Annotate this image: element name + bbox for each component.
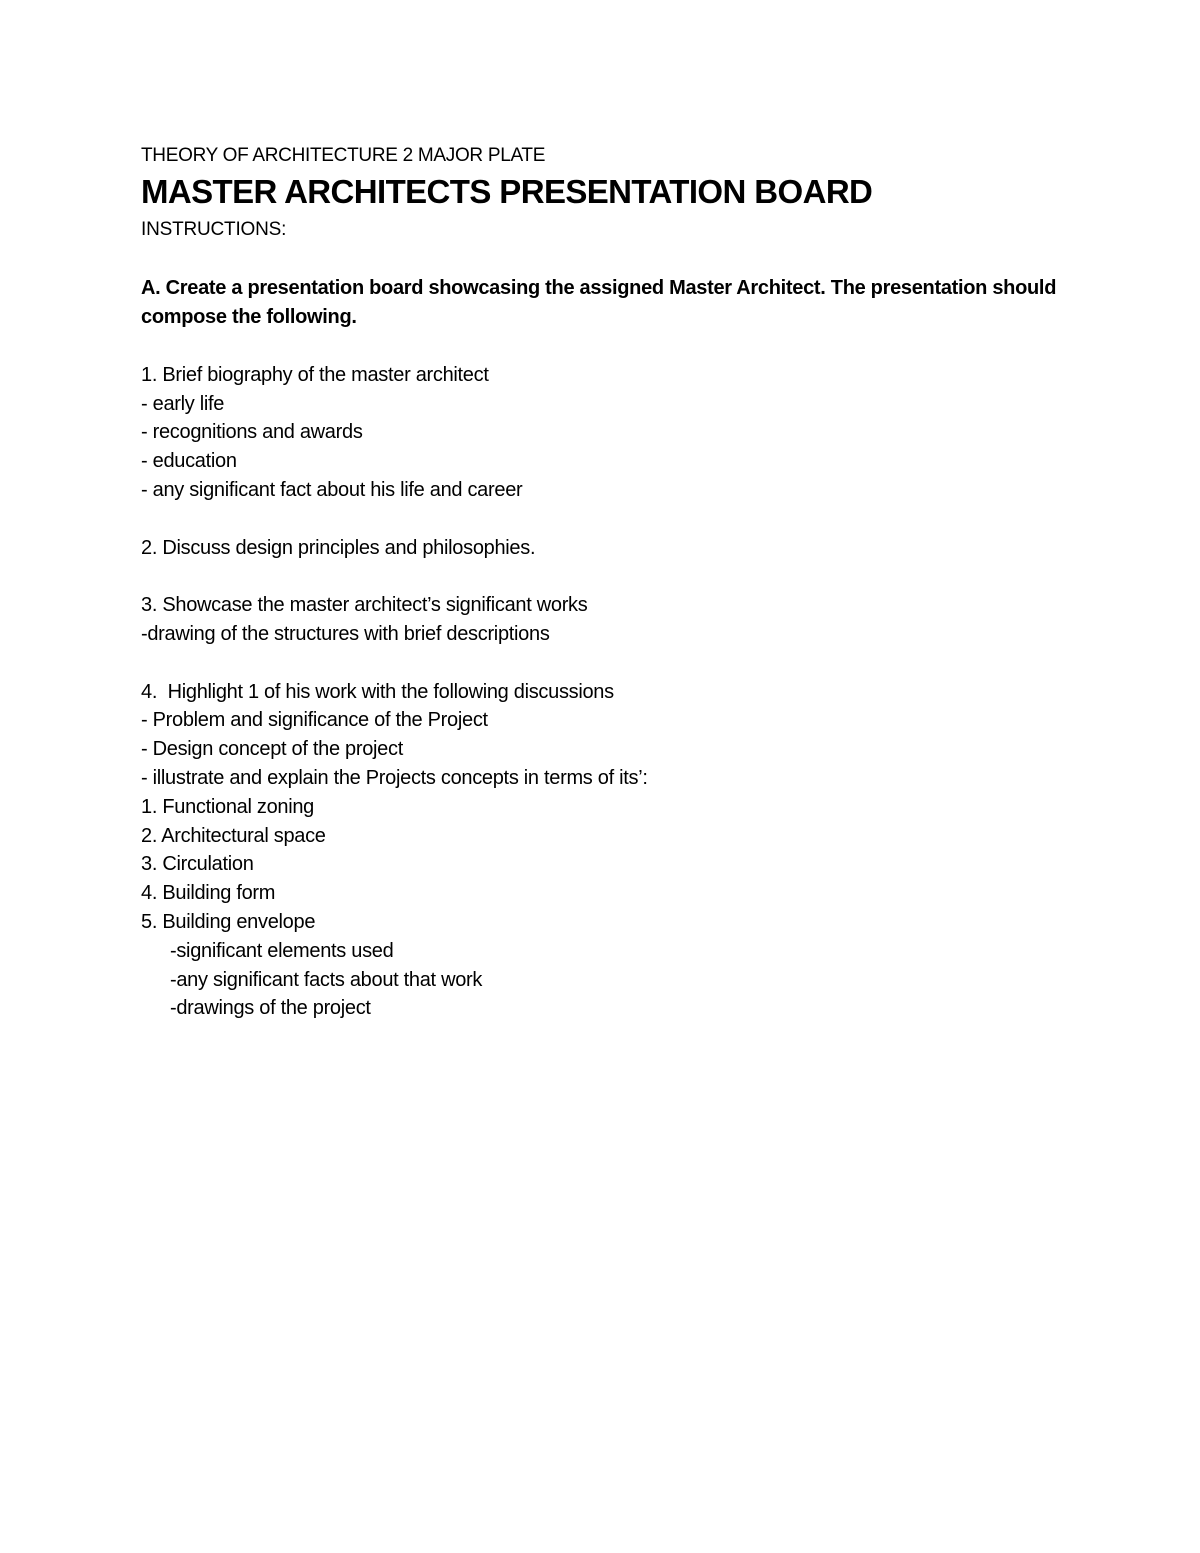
list-item: 3. Circulation — [141, 853, 254, 876]
list-item: - Problem and significance of the Project — [141, 709, 488, 732]
section-principles — [141, 534, 1081, 563]
list-item: 2. Architectural space — [141, 824, 326, 847]
document-content — [141, 143, 1081, 1023]
section-heading: 2. Discuss design principles and philosophies. — [141, 536, 536, 559]
list-item: - early life — [141, 392, 225, 415]
sub-list-item: -any significant facts about that work — [170, 968, 483, 991]
section-highlight — [141, 678, 1081, 1024]
instructions-label: INSTRUCTIONS: — [141, 219, 287, 240]
page-title: MASTER ARCHITECTS PRESENTATION BOARD — [141, 173, 873, 210]
list-item: - any significant fact about his life and career — [141, 478, 523, 501]
section-biography — [141, 361, 1081, 505]
list-item: 4. Building form — [141, 882, 276, 905]
list-item: - Design concept of the project — [141, 738, 403, 761]
list-item: - illustrate and explain the Projects concepts in terms of its’: — [141, 766, 648, 789]
section-heading: 4. Highlight 1 of his work with the following discussions — [141, 680, 614, 703]
list-item: 1. Functional zoning — [141, 795, 315, 818]
list-item: 5. Building envelope — [141, 910, 316, 933]
sub-list-item: -drawings of the project — [170, 997, 371, 1020]
list-item: - education — [141, 450, 237, 473]
task-a: A. Create a presentation board showcasing the assigned Master Architect. The presentation should compose the following. — [141, 277, 1057, 328]
section-heading: 3. Showcase the master architect’s significant works — [141, 594, 588, 617]
list-item: -drawing of the structures with brief descriptions — [141, 622, 550, 645]
section-works — [141, 591, 1081, 649]
sub-list-item: -significant elements used — [170, 939, 394, 962]
section-heading: 1. Brief biography of the master architect — [141, 363, 489, 386]
course-subtitle: THEORY OF ARCHITECTURE 2 MAJOR PLATE — [141, 145, 546, 166]
list-item: - recognitions and awards — [141, 421, 363, 444]
